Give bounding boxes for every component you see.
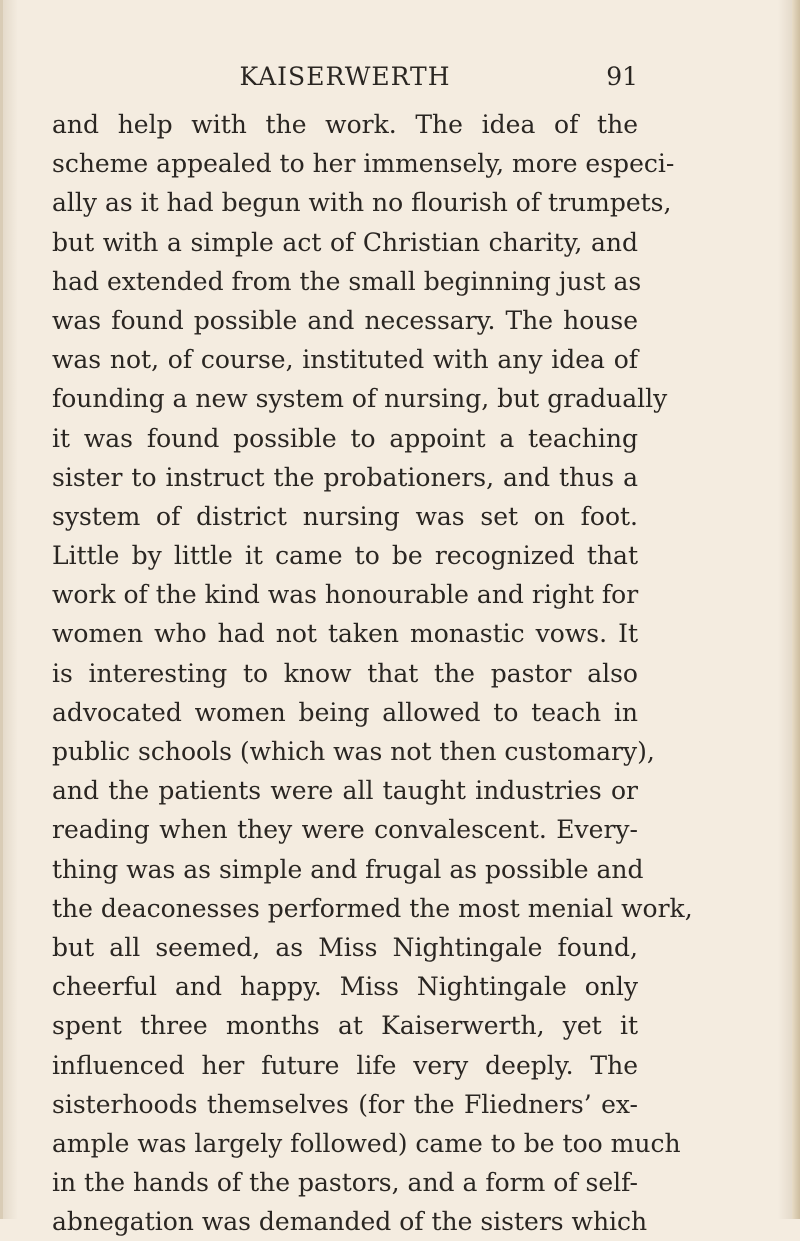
text-line: cheerful and happy. Miss Nightingale only: [52, 972, 638, 1002]
text-line: reading when they were convalescent. Every-: [52, 815, 638, 845]
text-line: Little by little it came to be recognized that: [52, 541, 638, 571]
page-header: [52, 62, 638, 98]
text-line: in the hands of the pastors, and a form of self-: [52, 1168, 638, 1198]
text-line: the deaconesses performed the most menial work,: [52, 893, 693, 923]
text-line: work of the kind was honourable and right for: [52, 580, 639, 610]
text-line: was found possible and necessary. The house: [52, 305, 638, 335]
text-line: sister to instruct the probationers, and thus a: [52, 462, 638, 492]
text-line: ally as it had begun with no flourish of trumpets,: [52, 188, 672, 218]
text-line: scheme appealed to her immensely, more especi-: [52, 149, 675, 179]
body-text: [52, 105, 693, 1241]
text-line: but with a simple act of Christian charity, and: [52, 227, 638, 257]
text-line: public schools (which was not then customary),: [52, 737, 655, 766]
text-line: was not, of course, instituted with any idea of: [52, 345, 638, 375]
text-line: it was found possible to appoint a teaching: [52, 423, 638, 453]
page-right-edge: [792, 0, 800, 1219]
text-line: and help with the work. The idea of the: [52, 110, 638, 139]
text-line: system of district nursing was set on foot.: [52, 501, 638, 531]
text-line: influenced her future life very deeply. The: [52, 1050, 638, 1080]
text-line: but all seemed, as Miss Nightingale found,: [52, 932, 638, 962]
text-line: ample was largely followed) came to be too much: [52, 1128, 681, 1158]
text-line: women who had not taken monastic vows. It: [52, 619, 638, 649]
text-line: founding a new system of nursing, but gradually: [52, 384, 668, 414]
text-line: advocated women being allowed to teach in: [52, 697, 638, 727]
page-left-edge: [0, 0, 3, 1219]
text-line: sisterhoods themselves (for the Fliedners’ ex-: [52, 1089, 638, 1119]
text-line: abnegation was demanded of the sisters which: [52, 1207, 648, 1237]
running-title: KAISERWERTH: [239, 62, 451, 91]
text-line: is interesting to know that the pastor also: [52, 658, 638, 688]
text-line: and the patients were all taught industries or: [52, 776, 638, 806]
text-line: had extended from the small beginning just as: [52, 266, 642, 296]
page-number: 91: [606, 62, 638, 91]
text-line: thing was as simple and frugal as possible and: [52, 854, 644, 884]
text-line: spent three months at Kaiserwerth, yet it: [52, 1011, 638, 1041]
